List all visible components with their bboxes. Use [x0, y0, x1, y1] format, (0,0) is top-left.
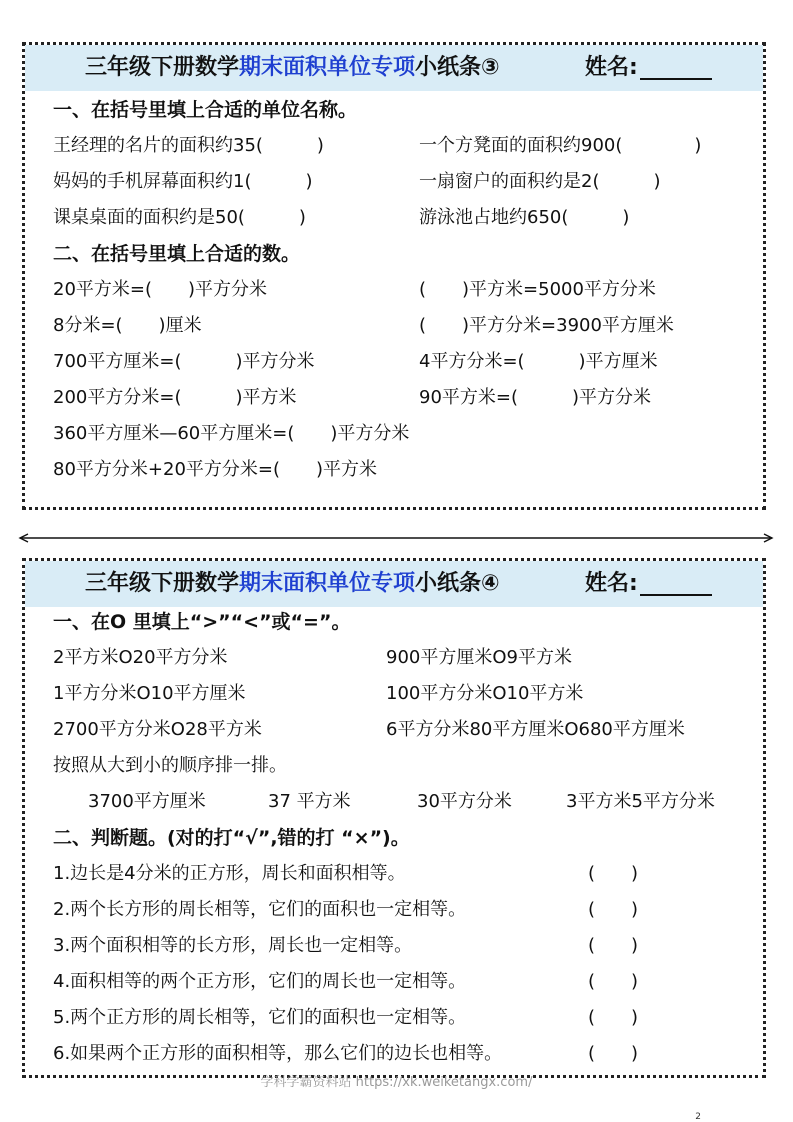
- sort-item: 30平方分米: [417, 791, 512, 812]
- fill-item: 200平方分米=( )平方米: [53, 387, 297, 408]
- fill-item: 80平方分米+20平方分米=( )平方米: [53, 459, 378, 480]
- answer-bracket[interactable]: ( ): [588, 1007, 639, 1028]
- compare-item: 1平方分米O10平方厘米: [53, 683, 246, 704]
- answer-bracket[interactable]: ( ): [588, 1043, 639, 1064]
- compare-item: 2平方米O20平方分米: [53, 647, 228, 668]
- fill-item: 360平方厘米—60平方厘米=( )平方分米: [53, 423, 410, 444]
- judge-item: 4.面积相等的两个正方形，它们的周长也一定相等。: [53, 971, 467, 992]
- fill-item: ( )平方分米=3900平方厘米: [419, 315, 674, 336]
- fill-item: 4平方分米=( )平方厘米: [419, 351, 658, 372]
- answer-bracket[interactable]: ( ): [588, 863, 639, 884]
- fill-item: 8分米=( )厘米: [53, 315, 202, 336]
- page-number: 2: [695, 1112, 701, 1122]
- cut-line-arrow: [18, 533, 774, 543]
- fill-item: 课桌桌面的面积约是50( ): [53, 207, 306, 228]
- sort-instruction: 按照从大到小的顺序排一排。: [53, 755, 287, 776]
- name-field[interactable]: 姓名:: [585, 561, 712, 607]
- compare-item: 100平方分米O10平方米: [386, 683, 584, 704]
- compare-item: 6平方分米80平方厘米O680平方厘米: [386, 719, 685, 740]
- section-title: 二、判断题。(对的打“√”,错的打 “×”)。: [53, 827, 410, 849]
- name-field[interactable]: 姓名:: [585, 45, 712, 91]
- fill-item: 700平方厘米=( )平方分米: [53, 351, 315, 372]
- sort-item: 3平方米5平方分米: [566, 791, 715, 812]
- judge-item: 3.两个面积相等的长方形，周长也一定相等。: [53, 935, 413, 956]
- card-header: [25, 561, 763, 607]
- judge-item: 5.两个正方形的周长相等，它们的面积也一定相等。: [53, 1007, 467, 1028]
- footer-watermark: 学科学霸资料站 https://xk.weiketangx.com/: [260, 1075, 533, 1090]
- fill-item: 90平方米=( )平方分米: [419, 387, 652, 408]
- answer-bracket[interactable]: ( ): [588, 899, 639, 920]
- fill-item: 妈妈的手机屏幕面积约1( ): [53, 171, 313, 192]
- answer-bracket[interactable]: ( ): [588, 935, 639, 956]
- name-blank[interactable]: [640, 52, 712, 80]
- compare-item: 900平方厘米O9平方米: [386, 647, 572, 668]
- title-highlight: 期末面积单位专项: [239, 571, 416, 596]
- fill-item: 游泳池占地约650( ): [419, 207, 630, 228]
- judge-item: 2.两个长方形的周长相等，它们的面积也一定相等。: [53, 899, 467, 920]
- section-title: 一、在括号里填上合适的单位名称。: [53, 99, 358, 121]
- section-title: 一、在O 里填上“>”“<”或“=”。: [53, 611, 351, 633]
- fill-item: 王经理的名片的面积约35( ): [53, 135, 324, 156]
- sort-item: 3700平方厘米: [88, 791, 206, 812]
- sort-item: 37 平方米: [268, 791, 351, 812]
- worksheet-card-4: [22, 558, 766, 1078]
- fill-item: 一扇窗户的面积约是2( ): [419, 171, 661, 192]
- section-title: 二、在括号里填上合适的数。: [53, 243, 301, 265]
- compare-item: 2700平方分米O28平方米: [53, 719, 262, 740]
- card-title: 三年级下册数学期末面积单位专项小纸条③: [85, 55, 500, 80]
- title-highlight: 期末面积单位专项: [239, 55, 416, 80]
- fill-item: 20平方米=( )平方分米: [53, 279, 268, 300]
- fill-item: 一个方凳面的面积约900( ): [419, 135, 702, 156]
- judge-item: 6.如果两个正方形的面积相等，那么它们的边长也相等。: [53, 1043, 503, 1064]
- name-blank[interactable]: [640, 568, 712, 596]
- judge-item: 1.边长是4分米的正方形，周长和面积相等。: [53, 863, 406, 884]
- answer-bracket[interactable]: ( ): [588, 971, 639, 992]
- fill-item: ( )平方米=5000平方分米: [419, 279, 656, 300]
- card-title: 三年级下册数学期末面积单位专项小纸条④: [85, 571, 500, 596]
- card-header: [25, 45, 763, 91]
